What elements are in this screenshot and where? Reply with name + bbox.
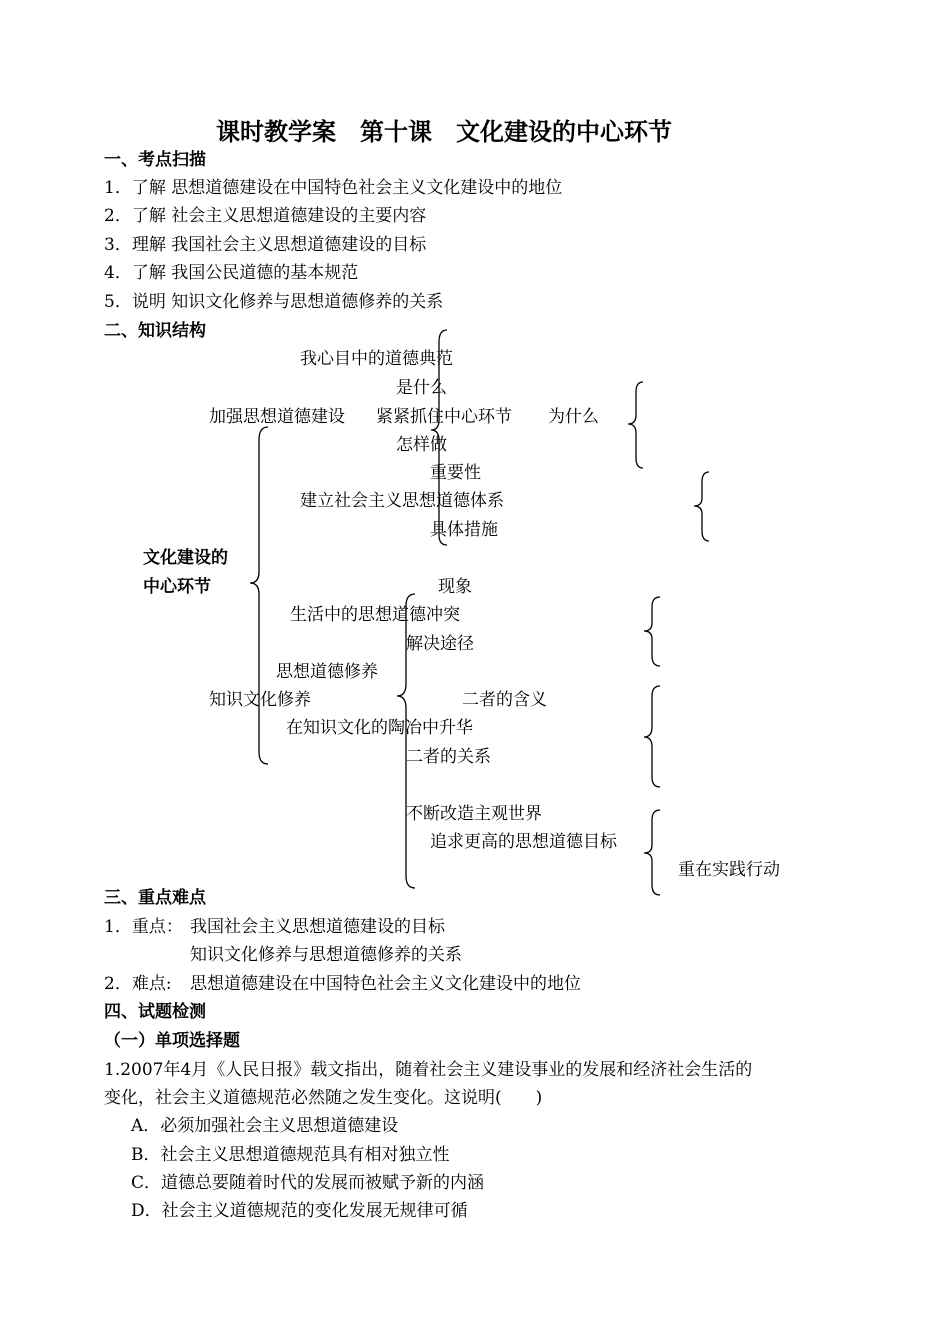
subsection-single-choice: （一）单项选择题: [104, 1031, 240, 1051]
brace-why: [628, 382, 643, 468]
brace-system: [694, 472, 709, 541]
section-heading-tests: 四、试题检测: [104, 1002, 206, 1022]
key-point-item: 知识文化修养与思想道德修养的关系: [190, 945, 462, 965]
diagram-node: 二者的含义: [462, 690, 547, 710]
diagram-node: 思想道德修养: [276, 662, 378, 682]
brace-practice: [644, 810, 660, 895]
diagram-node: 追求更高的思想道德目标: [430, 832, 617, 852]
exam-point-item: 2．了解 社会主义思想道德建设的主要内容: [104, 206, 427, 226]
diagram-node: 重要性: [430, 463, 481, 483]
diagram-node: 现象: [438, 577, 472, 597]
question-1-line1: 1.2007年4月《人民日报》载文指出，随着社会主义建设事业的发展和经济社会生活的: [104, 1060, 753, 1080]
diagram-node: 为什么: [548, 407, 599, 427]
diagram-node: 加强思想道德建设: [209, 407, 345, 427]
diagram-node: 建立社会主义思想道德体系: [300, 491, 504, 511]
option-b: B．社会主义思想道德规范具有相对独立性: [131, 1145, 450, 1165]
option-d: D．社会主义道德规范的变化发展无规律可循: [131, 1201, 468, 1221]
diagram-node: 不断改造主观世界: [406, 804, 542, 824]
brace-knowledge: [644, 686, 660, 787]
brace-conflict: [644, 597, 660, 666]
option-a: A．必须加强社会主义思想道德建设: [131, 1116, 399, 1136]
section-heading-exam-points: 一、考点扫描: [104, 150, 206, 170]
section-heading-key-points: 三、重点难点: [104, 888, 206, 908]
diagram-node: 二者的关系: [406, 747, 491, 767]
difficulty-label: 2．难点:: [104, 974, 172, 994]
diagram-root-line2: 中心环节: [143, 577, 211, 597]
exam-point-item: 4．了解 我国公民道德的基本规范: [104, 263, 359, 283]
diagram-node: 解决途径: [406, 634, 474, 654]
exam-point-item: 1．了解 思想道德建设在中国特色社会主义文化建设中的地位: [104, 178, 563, 198]
key-point-label: 1．重点：: [104, 917, 183, 937]
exam-point-item: 3．理解 我国社会主义思想道德建设的目标: [104, 235, 427, 255]
diagram-node: 在知识文化的陶冶中升华: [286, 718, 473, 738]
diagram-node: 重在实践行动: [678, 860, 780, 880]
diagram-node: 知识文化修养: [209, 690, 311, 710]
diagram-root-line1: 文化建设的: [143, 548, 228, 568]
exam-point-item: 5．说明 知识文化修养与思想道德修养的关系: [104, 292, 444, 312]
brace-root: [250, 427, 268, 764]
diagram-node: 我心目中的道德典范: [300, 349, 453, 369]
question-1-line2: 变化，社会主义道德规范必然随之发生变化。这说明( ): [104, 1088, 543, 1108]
diagram-node: 怎样做: [396, 435, 447, 455]
diagram-node: 是什么: [396, 378, 447, 398]
diagram-node: 具体措施: [430, 520, 498, 540]
difficulty-item: 思想道德建设在中国特色社会主义文化建设中的地位: [190, 974, 581, 994]
diagram-node: 紧紧抓住中心环节: [376, 407, 512, 427]
page-title: 课时教学案 第十课 文化建设的中心环节: [216, 118, 672, 146]
key-point-item: 我国社会主义思想道德建设的目标: [190, 917, 445, 937]
section-heading-knowledge-structure: 二、知识结构: [104, 321, 206, 341]
option-c: C．道德总要随着时代的发展而被赋予新的内涵: [131, 1173, 485, 1193]
diagram-node: 生活中的思想道德冲突: [290, 605, 460, 625]
